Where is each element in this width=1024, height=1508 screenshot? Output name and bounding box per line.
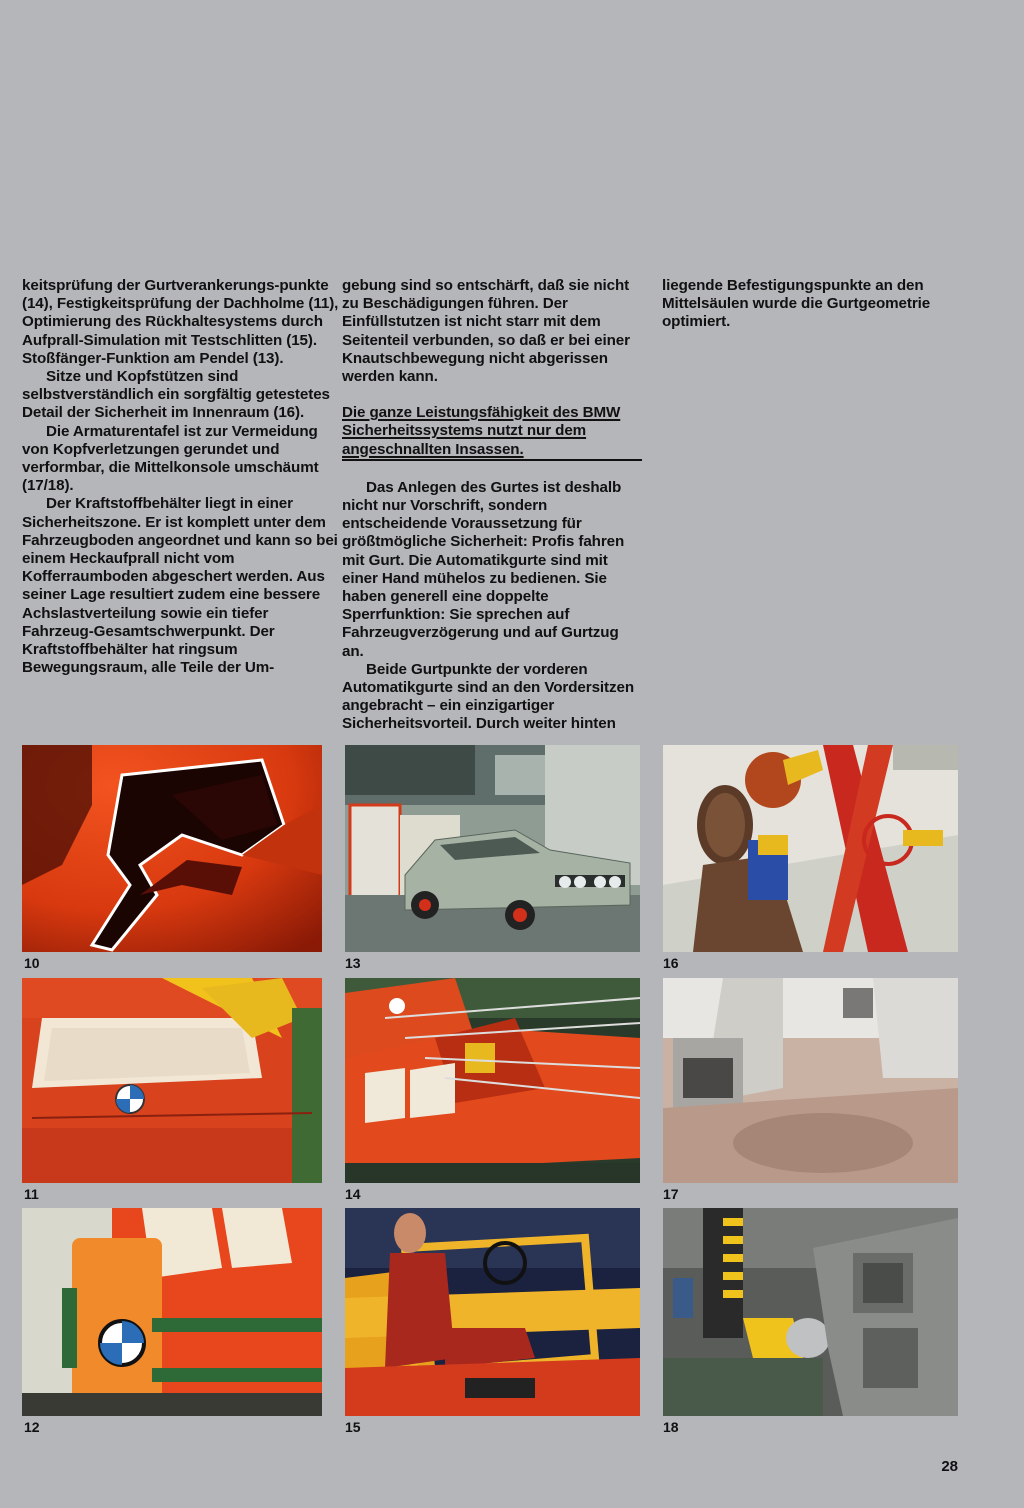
photo-13-pendulum-test-car <box>345 745 640 952</box>
photo-14-belt-anchor-test <box>345 978 640 1183</box>
paragraph: gebung sind so entschärft, daß sie nicht zu Beschädigungen führen. Der Einfüllstutzen ist nicht starr mit dem Seitenteil verbunden, so daß er bei einer Knautschbewegung nicht abgerissen werden kann. <box>342 277 630 386</box>
figure-label-18: 18 <box>663 1419 679 1435</box>
photo-17-center-console <box>663 978 958 1183</box>
photo-11-roof-pillar-test <box>22 978 322 1183</box>
paragraph: Beide Gurtpunkte der vorderen Automatikgurte sind an den Vordersitzen angebracht – ein einzigartiger Sicherheitsvorteil. Durch weiter hinten <box>342 660 635 733</box>
text-column-1 <box>22 277 342 677</box>
figure-label-13: 13 <box>345 955 361 971</box>
photo-10-profile-cross-section <box>22 745 322 952</box>
photo-16-headrest-test <box>663 745 958 952</box>
paragraph: Das Anlegen des Gurtes ist deshalb nicht nur Vorschrift, sondern entscheidende Voraussetzung für größtmögliche Sicherheit: Profis fahren mit Gurt. Die Automatikgurte sind mit einer Hand mühelos zu bedienen. Sie haben generell eine doppelte Sperrfunktion: Sie sprechen auf Fahrzeugverzögerung und auf Gurtzug an. <box>342 478 625 660</box>
figure-label-16: 16 <box>663 955 679 971</box>
highlight-text: Die ganze Leistungsfähigkeit des BMW Sicherheitssystems nutzt nur dem angeschnallten Insassen. <box>342 404 621 458</box>
paragraph: liegende Befestigungspunkte an den Mittelsäulen wurde die Gurtgeometrie optimiert. <box>662 277 931 331</box>
figure-label-14: 14 <box>345 1186 361 1202</box>
figure-label-12: 12 <box>24 1419 40 1435</box>
photo-15-sled-test-dummy <box>345 1208 640 1416</box>
text-column-3 <box>662 277 982 332</box>
figure-label-11: 11 <box>24 1186 39 1202</box>
text-column-2 <box>342 277 642 734</box>
figure-label-17: 17 <box>663 1186 679 1202</box>
paragraph: Sitze und Kopfstützen sind selbstverständlich ein sorgfältig getestetes Detail der Sicherheit im Innenraum (16). <box>22 368 330 422</box>
figure-label-10: 10 <box>24 955 40 971</box>
highlight-statement <box>342 404 642 461</box>
figure-label-15: 15 <box>345 1419 361 1435</box>
photo-18-dashboard-impact <box>663 1208 958 1416</box>
photo-12-side-impact-ram <box>22 1208 322 1416</box>
paragraph: keitsprüfung der Gurtverankerungs-punkte (14), Festigkeitsprüfung der Dachholme (11), Optimierung des Rückhaltesystems durch Aufprall-Simulation mit Testschlitten (15). Stoßfänger-Funktion am Pendel (13). <box>22 277 339 367</box>
page-number: 28 <box>941 1458 958 1475</box>
paragraph: Die Armaturentafel ist zur Vermeidung von Kopfverletzungen gerundet und verformbar, die Mittelkonsole umschäumt (17/18). <box>22 422 319 495</box>
paragraph: Der Kraftstoffbehälter liegt in einer Sicherheitszone. Er ist komplett unter dem Fahrzeugboden angeordnet und kann so bei einem Heckaufprall nicht vom Kofferraumboden abgeschert werden. Aus seiner Lage resultiert zudem eine bessere Achslastverteilung sowie ein tiefer Fahrzeug-Gesamtschwerpunkt. Der Kraftstoffbehälter hat ringsum Bewegungsraum, alle Teile der Um- <box>22 495 338 677</box>
